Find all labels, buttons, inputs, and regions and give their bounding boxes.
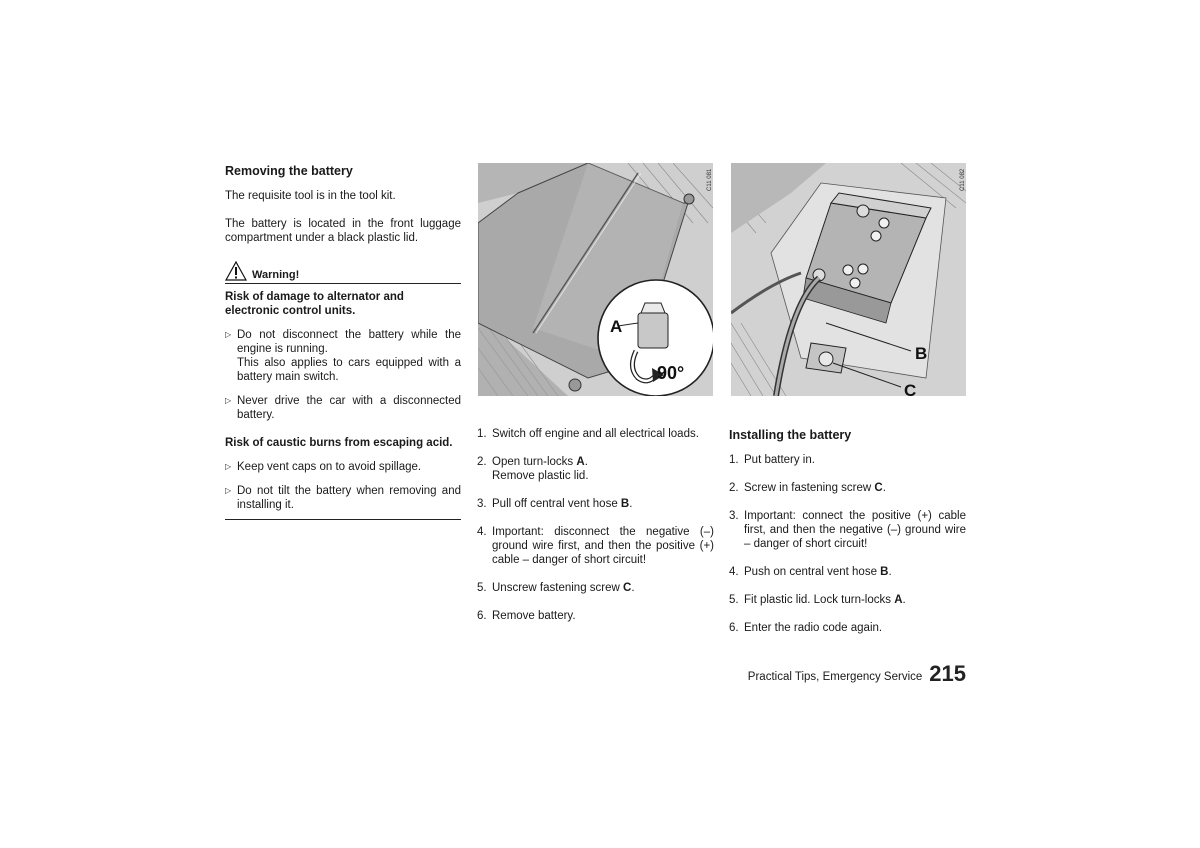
installing-heading: Installing the battery: [729, 428, 852, 442]
list-item: 5. Unscrew fastening screw C.: [477, 582, 635, 594]
tool-kit-note: The requisite tool is in the tool kit.: [225, 190, 396, 202]
warning-label: Warning!: [252, 269, 300, 281]
risk-burns-text: Risk of caustic burns from escaping acid.: [225, 437, 453, 449]
list-item: 4. Push on central vent hose B.: [729, 566, 892, 578]
list-item: 2. Open turn-locks A. Remove plastic lid.: [477, 456, 589, 482]
removing-heading: Removing the battery: [225, 164, 353, 178]
label-a: A: [610, 317, 623, 336]
footer-section-title: Practical Tips, Emergency Service: [747, 671, 923, 683]
list-item: ▷ Do not disconnect the battery while the engine is running. This also applies to cars equipped with a battery main switch.: [225, 329, 461, 383]
section-divider: [225, 519, 461, 520]
angle-label: 90°: [657, 363, 685, 383]
warning-header: [225, 259, 461, 284]
figure-code: C11 082: [960, 168, 966, 191]
list-item: 1. Put battery in.: [729, 454, 815, 466]
list-item: ▷ Keep vent caps on to avoid spillage.: [225, 461, 422, 473]
list-item: 4. Important: disconnect the negative (–) ground wire first, and then the positive (+) cable – danger of short circuit!: [477, 526, 714, 566]
list-item: 6. Enter the radio code again.: [729, 622, 883, 634]
removal-steps: [477, 427, 714, 623]
list-item: 6. Remove battery.: [477, 610, 576, 622]
list-item: 3. Important: connect the positive (+) cable first, and then the negative (–) ground wire – danger of short circuit!: [729, 510, 966, 550]
list-item: 2. Screw in fastening screw C.: [729, 482, 886, 494]
bullet-arrow-icon: ▷: [225, 396, 232, 405]
label-c: C: [904, 381, 917, 396]
page-number: 215: [929, 661, 966, 686]
battery-location-note: The battery is located in the front luggage compartment under a black plastic lid.: [225, 218, 461, 244]
bullet-arrow-icon: ▷: [225, 330, 232, 339]
figure-code: C11 081: [707, 168, 713, 191]
list-item: ▷ Never drive the car with a disconnected battery.: [225, 395, 461, 421]
list-item: 5. Fit plastic lid. Lock turn-locks A.: [729, 594, 906, 606]
removing-section: [225, 163, 461, 520]
installing-section: [729, 427, 966, 635]
list-item: ▷ Do not tilt the battery when removing and installing it.: [225, 485, 461, 511]
bullet-arrow-icon: ▷: [225, 486, 232, 495]
warning-triangle-icon: [225, 261, 247, 281]
label-b: B: [915, 344, 928, 363]
figure-battery-lid: [478, 163, 713, 396]
figure-battery-terminals: [731, 163, 966, 396]
risk-damage-text: Risk of damage to alternator and electronic control units.: [225, 291, 404, 317]
list-item: 1. Switch off engine and all electrical loads.: [477, 428, 699, 440]
page-footer: [748, 662, 966, 686]
bullet-arrow-icon: ▷: [225, 462, 232, 471]
list-item: 3. Pull off central vent hose B.: [477, 498, 633, 510]
